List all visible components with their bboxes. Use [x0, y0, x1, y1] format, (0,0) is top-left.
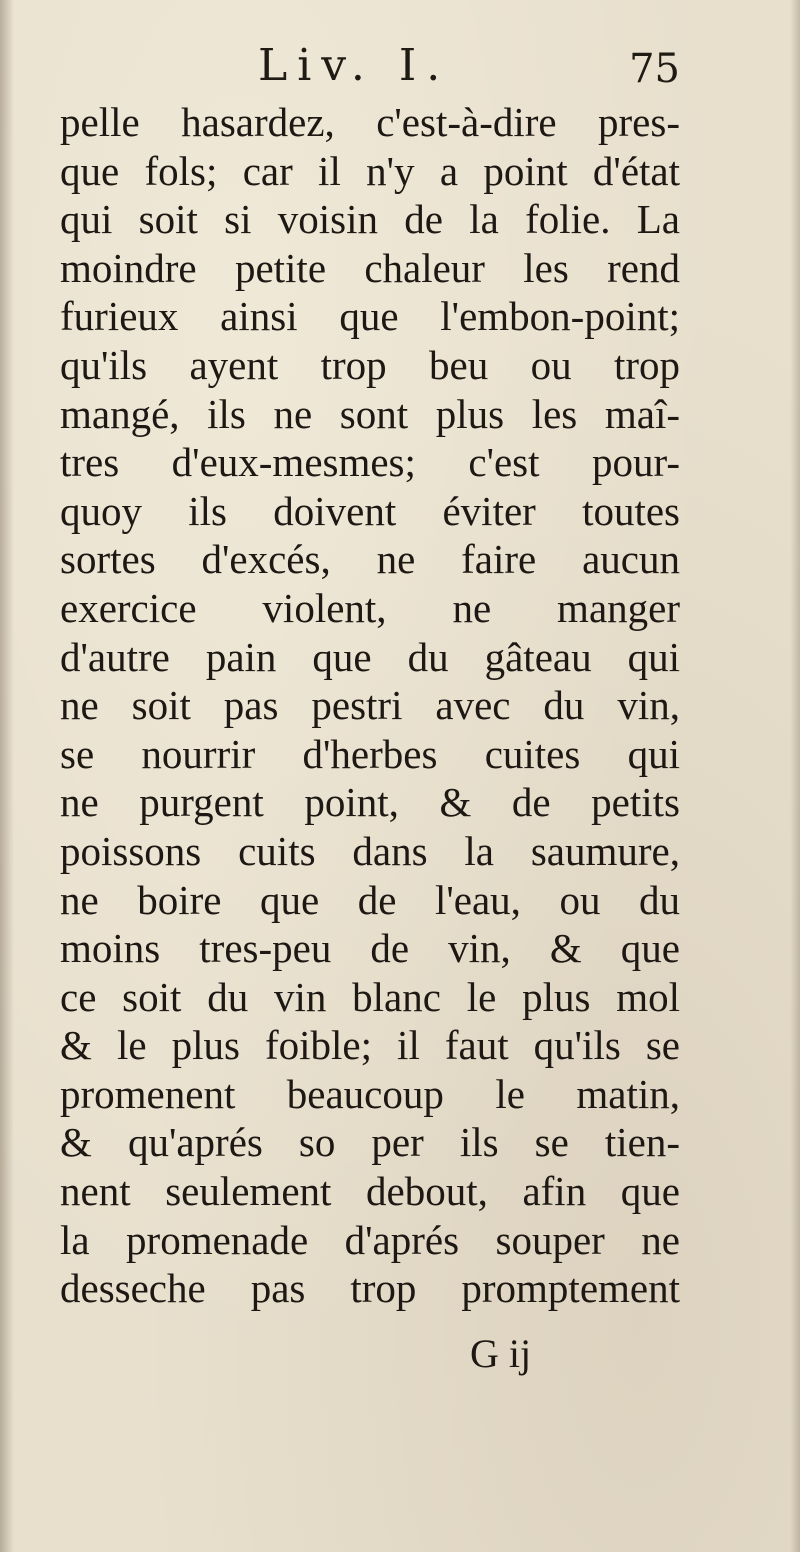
- text-line: d'autre pain que du gâteau qui: [60, 633, 680, 680]
- text-line: que fols; car il n'y a point d'état: [60, 147, 680, 194]
- signature-row: [60, 1330, 680, 1380]
- text-line: ce soit du vin blanc le plus mol: [60, 973, 680, 1020]
- text-line: ne soit pas pestri avec du vin,: [60, 682, 680, 729]
- text-line: qu'ils ayent trop beu ou trop: [60, 341, 680, 388]
- page-number: 75: [629, 46, 680, 92]
- text-line: & qu'aprés so per ils se tien-: [60, 1119, 680, 1166]
- text-line: sortes d'excés, ne faire aucun: [60, 536, 680, 583]
- signature-mark: G ij: [470, 1331, 532, 1376]
- text-line: poissons cuits dans la saumure,: [60, 827, 680, 874]
- text-line: promenent beaucoup le matin,: [60, 1070, 680, 1117]
- text-line: desseche pas trop promptement: [60, 1265, 680, 1312]
- text-line: ne boire que de l'eau, ou du: [60, 876, 680, 923]
- text-line: tres d'eux-mesmes; c'est pour-: [60, 439, 680, 486]
- text-line: & le plus foible; il faut qu'ils se: [60, 1022, 680, 1069]
- text-line: moindre petite chaleur les rend: [60, 244, 680, 291]
- body-text: [60, 98, 680, 1313]
- text-line: furieux ainsi que l'embon-point;: [60, 293, 680, 340]
- text-line: la promenade d'aprés souper ne: [60, 1216, 680, 1263]
- page-gutter-shadow: [0, 0, 14, 1552]
- text-line: quoy ils doivent éviter toutes: [60, 487, 680, 534]
- text-line: qui soit si voisin de la folie. La: [60, 196, 680, 243]
- text-line: ne purgent point, & de petits: [60, 779, 680, 826]
- page-header: [60, 40, 680, 100]
- text-line: nent seulement debout, afin que: [60, 1168, 680, 1215]
- text-line: mangé, ils ne sont plus les maî-: [60, 390, 680, 437]
- text-line: exercice violent, ne manger: [60, 584, 680, 631]
- page-edge-shadow: [790, 0, 800, 1552]
- text-line: moins tres-peu de vin, & que: [60, 925, 680, 972]
- running-head: Liv. I.: [258, 40, 451, 91]
- text-line: pelle hasardez, c'est-à-dire pres-: [60, 99, 680, 145]
- text-line: se nourrir d'herbes cuites qui: [60, 730, 680, 777]
